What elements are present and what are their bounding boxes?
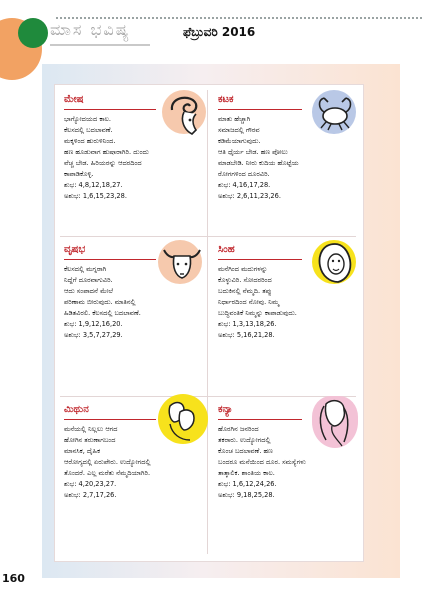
sign-line: ಕೊಂಚ ಬದಲಾವಣೆ. ಹಣ (218, 447, 273, 455)
sign-line: ನಿರ್ಧಾರದಿಂದ ನೋವು. ನಿಮ್ಮ (218, 298, 280, 306)
sign-line: ಕೆಲಸದಲ್ಲಿ ಮಗ್ನರಾಗಿ (64, 265, 107, 273)
sign-line: ಹೊರಗಿನ ಜನರಿಂದ (218, 425, 259, 433)
unlucky-days: ಅಶುಭ: 1,6,15,23,28. (64, 192, 127, 200)
section-title: ಮಾಸ ಭವಿಷ್ಯ (50, 20, 131, 39)
sign-name: ಕಟಕ (218, 94, 234, 105)
sign-line: ಮಕ್ಕಳಿಂದ ಹುರುಳಿನಿಂದ. (64, 137, 116, 145)
lucky-days: ಶುಭ: 4,16,17,28. (218, 181, 271, 189)
unlucky-days: ಅಶುಭ: 2,7,17,26. (64, 491, 117, 499)
sign-line: ಆದು ಸಂಪಾದನೆ ಮೇಲೆ (64, 287, 114, 295)
sign-line: ತಕರಾರು. ಉದ್ಯೋಗದಲ್ಲಿ (218, 436, 271, 444)
sign-card-mesha (58, 90, 206, 240)
twins-icon (158, 394, 208, 444)
sign-text (64, 114, 168, 202)
sign-line: ಮಾತು ಹೆಚ್ಚಾಗಿ (218, 115, 251, 123)
sign-line: ಮಾಡಬೇಡಿ. ನೀರು ಕುದಿಯ ಹೊಟ್ಟೆಯ (218, 159, 299, 167)
page-number: 160 (2, 572, 25, 585)
sign-line: ಮನೆಗಿಂದ ಮದುಗಳನ್ನು (218, 265, 268, 273)
sign-card-kataka (212, 90, 360, 240)
sign-line: ಬಂದರೂ ಮನೆಯಿಂದ ದೂರ. ಸಮಸ್ಯೆಗಳು (218, 458, 306, 466)
sign-line: ಕೊಳ್ಳುವಿರಿ. ಸೋದರರಿಂದ (218, 276, 272, 284)
virgo-maiden-icon (312, 396, 358, 448)
sign-line: ನಿದ್ದೆಗೆ ದೂರವಾಗುವಿರಿ. (64, 276, 113, 284)
sign-name-rule (218, 259, 302, 260)
sign-card-kanya (212, 400, 360, 550)
lucky-days: ಶುಭ: 1,9,12,16,20. (64, 320, 123, 328)
sign-line: ಹಿಡಿತವಿರಲಿ. ಕೆಲಸದಲ್ಲಿ ಬದಲಾವಣೆ. (64, 309, 141, 317)
corner-decoration-green (18, 18, 48, 48)
section-title-underline (50, 44, 150, 46)
sign-name-rule (64, 259, 156, 260)
sign-name: ವೃಷಭ (64, 244, 86, 255)
lucky-days: ಶುಭ: 1,3,13,18,26. (218, 320, 277, 328)
sign-line: ಕಡಿಮೆಯಾಗುವುದು. (218, 137, 261, 145)
sign-name-rule (218, 109, 302, 110)
sign-line: ತಾತ್ಕಾಲಿಕ. ಶಾಂತಿಯ ಕಾಲ. (218, 469, 275, 477)
sign-line: ವೆಚ್ಚ ಬೇಡ. ಹಿರಿಯರನ್ನು ಆದರದಿಂದ (64, 159, 142, 167)
sign-line: ಸಮಾಜದಲ್ಲಿ ಗೌರವ (218, 126, 260, 134)
lion-icon (312, 240, 356, 284)
sign-line: ಆರೋಗ್ಯದಲ್ಲಿ ಏರುಪೇರು. ಉದ್ಯೋಗದಲ್ಲಿ (64, 458, 151, 466)
sign-name-rule (64, 109, 156, 110)
sign-line: ಪರಿಣಾಮ ಬೀರುವುದು. ಮಾತಿನಲ್ಲಿ (64, 298, 136, 306)
unlucky-days: ಅಶುಭ: 3,5,7,27,29. (64, 331, 123, 339)
sign-name: ಸಿಂಹ (218, 244, 235, 255)
sign-line: ಬುದ್ಧಿವಂತಿಕೆ ನಿಮ್ಮನ್ನು ಕಾಪಾಡುವುದು. (218, 309, 297, 317)
bull-icon (158, 240, 202, 284)
sign-line: ಬದುಕಿನಲ್ಲಿ ನೆಮ್ಮದಿ. ತಪ್ಪು (218, 287, 272, 295)
sign-name-rule (64, 419, 156, 420)
ram-icon (162, 90, 206, 134)
sign-name: ಕನ್ಯಾ (218, 404, 233, 415)
sign-card-simha (212, 240, 360, 390)
sign-line: ತೊಂದರೆ. ಎಲ್ಲ ಮರೆತು ನೆಮ್ಮದಿಯಾಗಿರಿ. (64, 469, 151, 477)
lucky-days: ಶುಭ: 4,8,12,18,27. (64, 181, 123, 189)
sign-line: ಹಣ ಹೂಡುವಾಗ ಹುಷಾರಾಗಿರಿ. ದುಂದು (64, 148, 149, 156)
sign-card-vrishabha (58, 240, 206, 390)
unlucky-days: ಅಶುಭ: 9,18,25,28. (218, 491, 275, 499)
lucky-days: ಶುಭ: 4,20,23,27. (64, 480, 117, 488)
unlucky-days: ಅಶುಭ: 2,6,11,23,26. (218, 192, 281, 200)
sign-line: ಮಾನಸಿಕ, ದೈಹಿಕ (64, 447, 101, 455)
sign-line: ಆತಿ ಧೈರ್ಯ ಬೇಡ. ಹಣ ಪೋಲು (218, 148, 288, 156)
sign-line: ರೋಗಗಳಿಂದ ದೂರವಿರಿ. (218, 170, 270, 178)
header-dotted-rule (56, 17, 422, 19)
crab-icon (312, 90, 356, 134)
sign-line: ಮನೆಯಲ್ಲಿ ನಿಲ್ಲಲು ಆಗದ (64, 425, 118, 433)
sign-name: ಮೇಷ (64, 94, 84, 105)
lucky-days: ಶುಭ: 1,6,12,24,26. (218, 480, 277, 488)
unlucky-days: ಅಶುಭ: 5,16,21,28. (218, 331, 275, 339)
sign-line: ಕಾಪಾಡಿಕೊಳ್ಳಿ. (64, 170, 94, 178)
sign-line: ಕೆಲಸದಲ್ಲಿ ಬದಲಾವಣೆ. (64, 126, 113, 134)
sign-card-mithuna (58, 400, 206, 550)
sign-line: ಹೋಗಿನ ತರುಣಾಗಬಂದ (64, 436, 116, 444)
sign-name: ಮಿಥುನ (64, 404, 89, 415)
header-date: ಫೆಬ್ರುವರಿ 2016 (183, 25, 256, 39)
sign-line: ಭಾಗ್ಯೋದಯದ ಕಾಲ. (64, 115, 112, 123)
sign-name-rule (218, 419, 302, 420)
